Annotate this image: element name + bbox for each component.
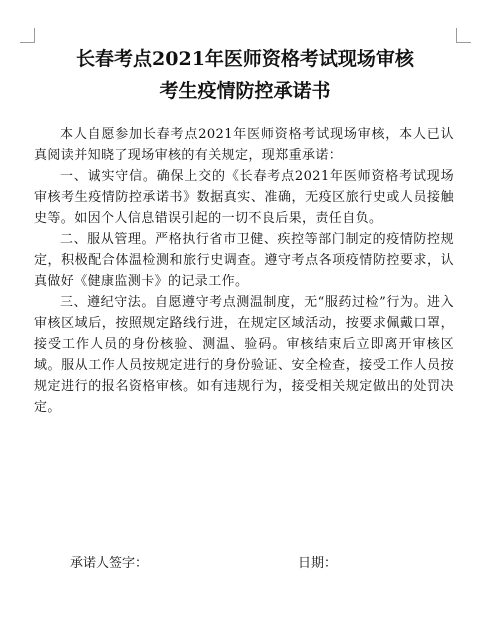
pledge-law-paragraph: 三、遵纪守法。自愿遵守考点测温制度，无“服药过检”行为。进入审核区域后，按照规定路线行进，在规定区域活动，按要求佩戴口罩，接受工作人员的身份核验、测温、验码。审核结束后立即离开审核区域。服从工作人员按规定进行的身份验证、安全检查，接受工作人员按规定进行的报名资格审核。如有违规行为，接受相关规定做出的处罚决定。 [34,295,454,415]
document-title-line-1: 长春考点2021年医师资格考试现场审核 [76,48,414,70]
document-body [34,124,454,418]
pledge-honesty-paragraph: 一、诚实守信。确保上交的《长春考点2021年医师资格考试现场审核考生疫情防控承诺书》数据真实、准确，无疫区旅行史或人员接触史等。如因个人信息错误引起的一切不良后果，责任自负。 [34,169,454,226]
pledge-compliance-paragraph: 二、服从管理。严格执行省市卫健、疾控等部门制定的疫情防控规定，积极配合体温检测和旅行史调查。遵守考点各项疫情防控要求，认真做好《健康监测卡》的记录工作。 [34,232,454,289]
document-title-line-2: 考生疫情防控承诺书 [159,80,331,102]
date-label: 日期： [298,556,338,571]
page-corner-mark-right [456,28,471,43]
page-corner-mark-left [20,28,35,43]
signature-label: 承诺人签字： [70,556,149,571]
intro-paragraph: 本人自愿参加长春考点2021年医师资格考试现场审核，本人已认真阅读并知晓了现场审核的有关规定，现郑重承诺： [34,127,454,163]
